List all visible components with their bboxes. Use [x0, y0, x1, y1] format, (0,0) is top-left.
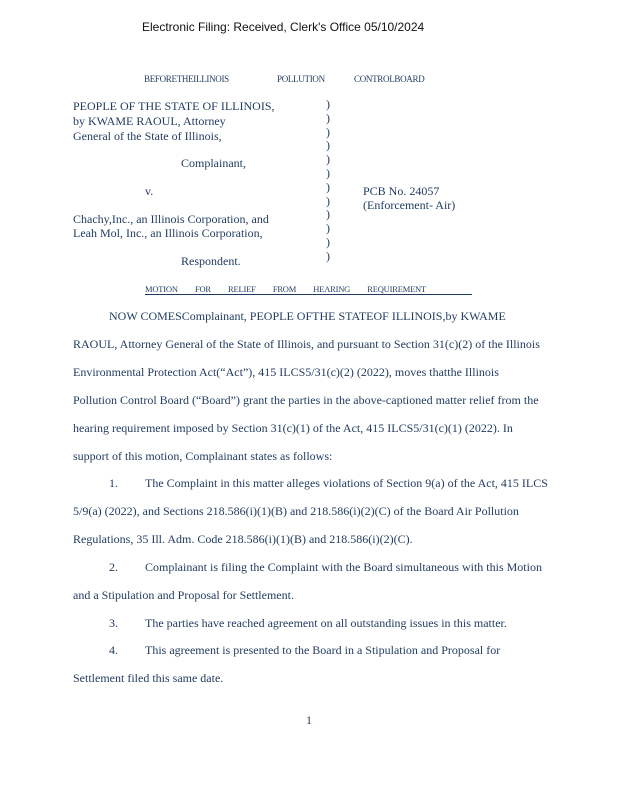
- paren: ): [326, 97, 330, 111]
- intro-line-5: hearing requirement imposed by Section 31(c)(1) of the Act, 415 ILCS5/31(c)(1) (2022). In: [73, 421, 513, 435]
- paren: ): [326, 248, 330, 263]
- paren: ): [326, 193, 330, 208]
- paren: ): [326, 179, 330, 194]
- complainant-label: Complainant,: [181, 156, 246, 170]
- motion-title: [145, 284, 472, 295]
- board-name-part2: POLLUTION: [277, 74, 325, 84]
- plaintiff-line-1: PEOPLE OF THE STATE OF ILLINOIS,: [73, 99, 275, 113]
- motion-title-word: HEARING: [313, 284, 351, 294]
- item-1-number: 1.: [109, 476, 118, 490]
- case-type: (Enforcement- Air): [363, 198, 456, 212]
- respondent-label: Respondent.: [181, 254, 241, 268]
- plaintiff-line-2: by KWAME RAOUL, Attorney: [73, 114, 226, 128]
- paren: ): [326, 110, 330, 125]
- versus-label: v.: [145, 184, 154, 198]
- board-name-part1: BEFORETHEILLINOIS: [144, 74, 229, 84]
- caption-paren-column: [326, 98, 330, 264]
- motion-title-word: REQUIREMENT: [367, 284, 426, 294]
- paren: ): [326, 207, 330, 222]
- item-3-number: 3.: [109, 616, 118, 630]
- item-1-line-3: Regulations, 35 Ill. Adm. Code 218.586(i)(1)(B) and 218.586(i)(2)(C).: [73, 532, 413, 546]
- paren: ): [326, 152, 330, 167]
- item-2-line-1: Complainant is filing the Complaint with the Board simultaneous with this Motion: [145, 560, 542, 574]
- item-2-line-2: and a Stipulation and Proposal for Settlement.: [73, 588, 294, 602]
- case-number: PCB No. 24057: [363, 184, 440, 198]
- intro-line-1: NOW COMESComplainant, PEOPLE OFTHE STATEOF ILLINOIS,by KWAME: [109, 309, 506, 323]
- item-2-number: 2.: [109, 560, 118, 574]
- respondent-line-2: Leah Mol, Inc., an Illinois Corporation,: [73, 226, 263, 240]
- board-name-part3: CONTROLBOARD: [354, 74, 425, 84]
- intro-line-2: RAOUL, Attorney General of the State of Illinois, and pursuant to Section 31(c)(2) of the Illinois: [73, 337, 540, 351]
- filing-header: Electronic Filing: Received, Clerk's Office 05/10/2024: [142, 20, 425, 34]
- motion-title-word: RELIEF: [228, 284, 256, 294]
- item-3-line-1: The parties have reached agreement on all outstanding issues in this matter.: [145, 616, 507, 630]
- motion-title-word: FROM: [272, 284, 297, 294]
- item-1-line-1: The Complaint in this matter alleges violations of Section 9(a) of the Act, 415 ILCS: [145, 476, 548, 490]
- paren: ): [326, 138, 330, 153]
- item-4-line-2: Settlement filed this same date.: [73, 671, 224, 685]
- intro-line-3: Environmental Protection Act(“Act”), 415 ILCS5/31(c)(2) (2022), moves thatthe Illinois: [73, 365, 499, 379]
- paren: ): [326, 165, 330, 180]
- item-4-number: 4.: [109, 643, 118, 657]
- case-number-block: [363, 184, 455, 212]
- paren: ): [326, 221, 330, 236]
- motion-title-word: FOR: [194, 284, 211, 294]
- respondent-line-1: Chachy,Inc., an Illinois Corporation, and: [73, 212, 269, 226]
- intro-line-6: support of this motion, Complainant states as follows:: [73, 449, 333, 463]
- motion-title-word: MOTION: [145, 284, 178, 294]
- item-1-line-2: 5/9(a) (2022), and Sections 218.586(i)(1)(B) and 218.586(i)(2)(C) of the Board Air Pollution: [73, 504, 519, 518]
- paren: ): [326, 234, 330, 249]
- intro-line-4: Pollution Control Board (“Board”) grant the parties in the above-captioned matter relief from the: [73, 393, 539, 407]
- page-number: 1: [306, 713, 312, 727]
- paren: ): [326, 124, 330, 139]
- item-4-line-1: This agreement is presented to the Board in a Stipulation and Proposal for: [145, 643, 501, 657]
- plaintiff-line-3: General of the State of Illinois,: [73, 129, 222, 143]
